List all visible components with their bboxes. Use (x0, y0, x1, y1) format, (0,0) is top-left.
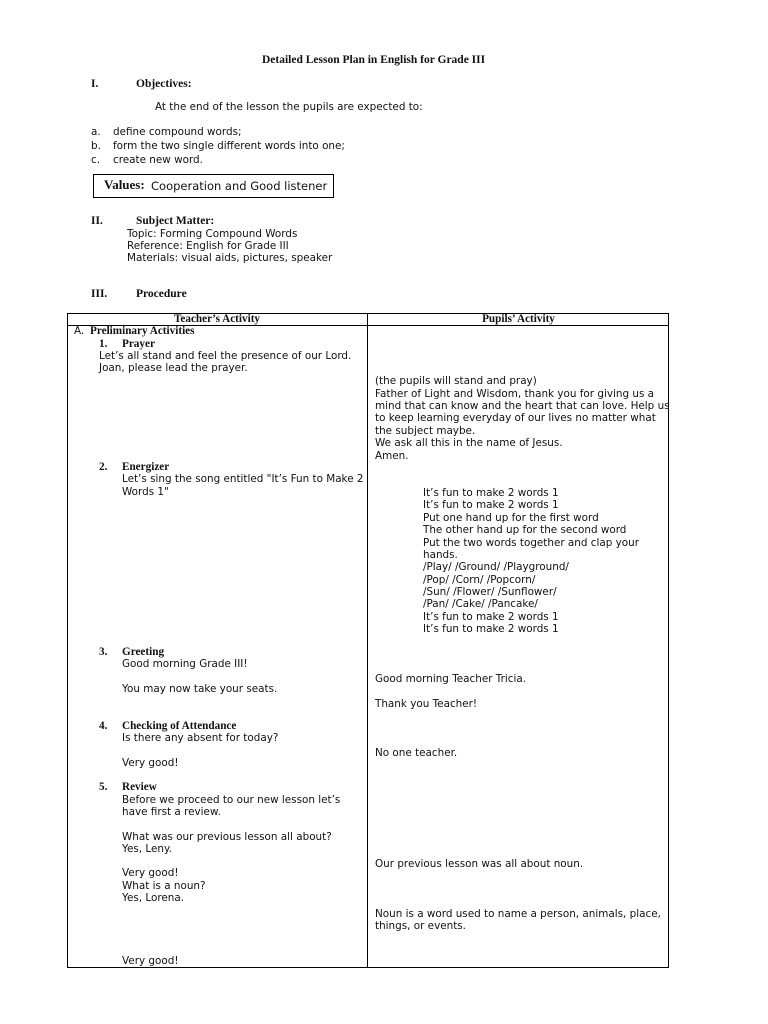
energizer-number: 2. (99, 461, 108, 473)
objective-item-a: define compound words; (113, 126, 242, 138)
teacher-activity-header: Teacher’s Activity (173, 313, 261, 325)
song-line: hands. (423, 549, 458, 561)
pupils-activity-header: Pupils’ Activity (482, 313, 555, 325)
greeting-pupils-line: Good morning Teacher Tricia. (375, 673, 527, 685)
attendance-number: 4. (99, 720, 108, 732)
song-line: It’s fun to make 2 words 1 (423, 611, 559, 623)
subject-reference: Reference: English for Grade III (127, 240, 289, 252)
energizer-teacher-line: Let’s sing the song entitled "It’s Fun to Make 2 (122, 473, 364, 485)
objective-marker-c: c. (91, 154, 101, 166)
document-title: Detailed Lesson Plan in English for Grade III (262, 54, 486, 66)
song-line: /Pop/ /Corn/ /Popcorn/ (423, 574, 536, 586)
review-teacher-line: Before we proceed to our new lesson let’s (122, 794, 341, 806)
objective-item-b: form the two single different words into one; (113, 140, 345, 152)
prayer-pupils-line: mind that can know and the heart that can love. Help us (375, 400, 670, 412)
subject-matter-number: II. (91, 215, 103, 227)
song-line: It’s fun to make 2 words 1 (423, 499, 559, 511)
attendance-pupils-line: No one teacher. (375, 747, 458, 759)
section-marker: A. (74, 325, 85, 337)
song-line: /Sun/ /Flower/ /Sunflower/ (423, 586, 557, 598)
song-line: Put one hand up for the first word (423, 512, 599, 524)
song-line: /Pan/ /Cake/ /Pancake/ (423, 598, 538, 610)
values-text: Cooperation and Good listener (151, 179, 328, 193)
review-number: 5. (99, 781, 108, 793)
review-teacher-line: Yes, Lorena. (122, 892, 185, 904)
song-line: It’s fun to make 2 words 1 (423, 487, 559, 499)
prayer-number: 1. (99, 338, 108, 350)
review-teacher-line: Yes, Leny. (122, 843, 172, 855)
attendance-teacher-line: Is there any absent for today? (122, 732, 279, 744)
greeting-teacher-line: You may now take your seats. (122, 683, 278, 695)
song-line: The other hand up for the second word (423, 524, 627, 536)
objectives-intro: At the end of the lesson the pupils are expected to: (155, 101, 423, 113)
prayer-teacher-line: Let’s all stand and feel the presence of our Lord. (99, 350, 352, 362)
review-teacher-line: What was our previous lesson all about? (122, 831, 332, 843)
prayer-pupils-line: Father of Light and Wisdom, thank you for giving us a (375, 388, 655, 400)
greeting-pupils-line: Thank you Teacher! (375, 698, 478, 710)
attendance-heading: Checking of Attendance (122, 720, 237, 732)
greeting-heading: Greeting (122, 646, 165, 658)
subject-topic: Topic: Forming Compound Words (127, 228, 298, 240)
subject-matter-heading: Subject Matter: (136, 215, 215, 227)
objective-marker-b: b. (91, 140, 101, 152)
song-line: It’s fun to make 2 words 1 (423, 623, 559, 635)
values-label: Values: (104, 177, 145, 192)
prayer-pupils-line: (the pupils will stand and pray) (375, 375, 537, 387)
objective-item-c: create new word. (113, 154, 203, 166)
prayer-pupils-line: the subject maybe. (375, 425, 476, 437)
section-title: Preliminary Activities (90, 325, 195, 337)
values-box (93, 174, 334, 198)
review-pupils-line: things, or events. (375, 920, 466, 932)
review-teacher-line: have first a review. (122, 806, 221, 818)
review-heading: Review (122, 781, 157, 793)
song-line: Put the two words together and clap your (423, 537, 640, 549)
review-teacher-line: Very good! (122, 955, 179, 967)
review-teacher-line: Very good! (122, 867, 179, 879)
procedure-heading: Procedure (136, 288, 187, 300)
prayer-pupils-line: Amen. (375, 450, 409, 462)
song-line: /Play/ /Ground/ /Playground/ (423, 561, 569, 573)
subject-materials: Materials: visual aids, pictures, speaker (127, 252, 333, 264)
prayer-heading: Prayer (122, 338, 155, 350)
procedure-number: III. (91, 288, 108, 300)
energizer-teacher-line: Words 1" (122, 486, 169, 498)
objectives-heading: Objectives: (136, 78, 192, 90)
prayer-teacher-line: Joan, please lead the prayer. (99, 362, 248, 374)
greeting-number: 3. (99, 646, 108, 658)
prayer-pupils-line: We ask all this in the name of Jesus. (375, 437, 563, 449)
prayer-pupils-line: to keep learning everyday of our lives no matter what (375, 412, 656, 424)
review-pupils-line: Our previous lesson was all about noun. (375, 858, 584, 870)
review-pupils-line: Noun is a word used to name a person, animals, place, (375, 908, 661, 920)
review-teacher-line: What is a noun? (122, 880, 206, 892)
energizer-heading: Energizer (122, 461, 170, 473)
objective-marker-a: a. (91, 126, 101, 138)
objectives-number: I. (91, 78, 99, 90)
greeting-teacher-line: Good morning Grade III! (122, 658, 248, 670)
table-column-divider (367, 313, 368, 968)
attendance-teacher-line: Very good! (122, 757, 179, 769)
